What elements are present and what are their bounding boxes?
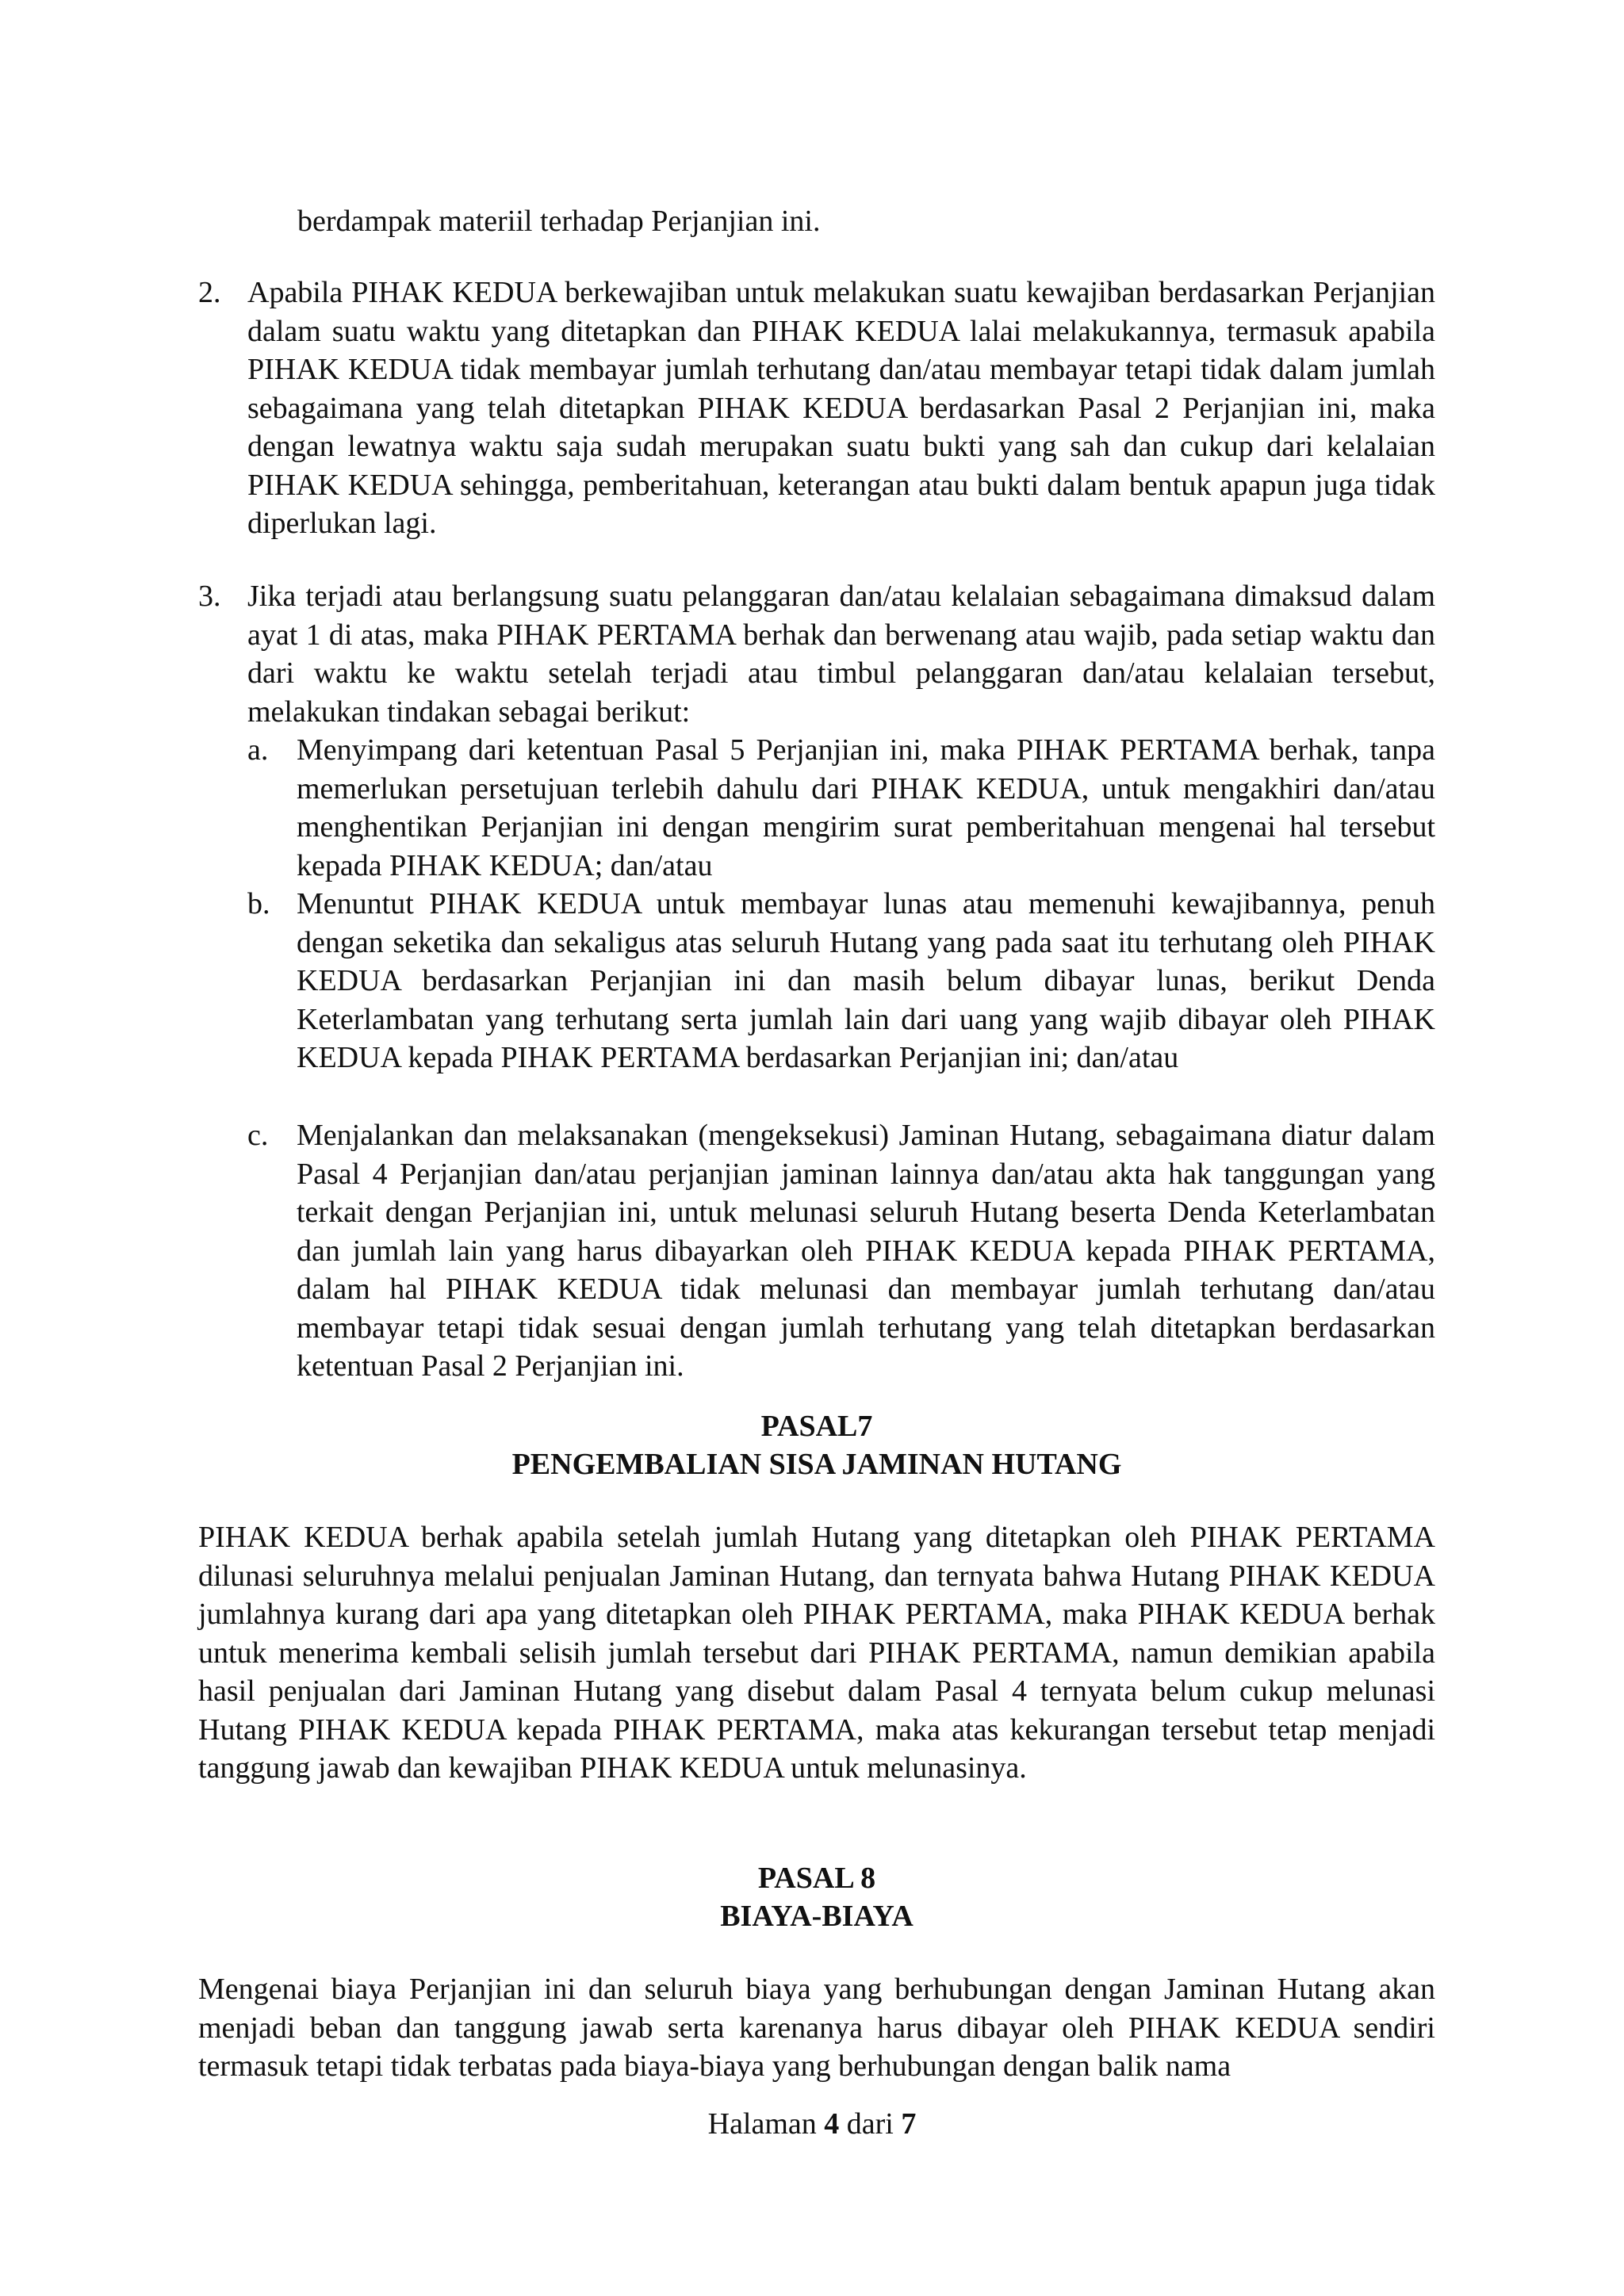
pasal-7-paragraph: PIHAK KEDUA berhak apabila setelah jumlah Hutang yang ditetapkan oleh PIHAK PERTAMA dilunasi seluruhnya melalui penjualan Jaminan Hutang, dan ternyata bahwa Hutang PIHAK KEDUA jumlahnya kurang dari apa yang ditetapkan oleh PIHAK PERTAMA, maka PIHAK KEDUA berhak untuk menerima kembali selisih jumlah tersebut dari PIHAK PERTAMA, namun demikian apabila hasil penjualan dari Jaminan Hutang yang disebut dalam Pasal 4 ternyata belum cukup melunasi Hutang PIHAK KEDUA kepada PIHAK PERTAMA, maka atas kekurangan tersebut tetap menjadi tanggung jawab dan kewajiban PIHAK KEDUA untuk melunasinya. <box>198 1521 1435 1785</box>
list-item-text: Apabila PIHAK KEDUA berkewajiban untuk melakukan suatu kewajiban berdasarkan Perjanjian dalam suatu waktu yang ditetapkan dan PIHAK KEDUA lalai melakukannya, termasuk apabila PIHAK KEDUA tidak membayar jumlah terhutang dan/atau membayar tetapi tidak dalam jumlah sebagaimana yang telah ditetapkan PIHAK KEDUA berdasarkan Pasal 2 Perjanjian ini, maka dengan lewatnya waktu saja sudah merupakan suatu bukti yang sah dan cukup dari kelalaian PIHAK KEDUA sehingga, pemberitahuan, keterangan atau bukti dalam bentuk apapun juga tidak diperlukan lagi. <box>247 276 1435 540</box>
list-item-number: 3. <box>198 580 221 613</box>
footer-current-page: 4 <box>824 2107 840 2141</box>
footer-middle: dari <box>846 2107 894 2141</box>
sub-item-text: Menuntut PIHAK KEDUA untuk membayar lunas atau memenuhi kewajibannya, penuh dengan seketika dan sekaligus atas seluruh Hutang yang pada saat itu terhutang oleh PIHAK KEDUA berdasarkan Perjanjian ini dan masih belum dibayar lunas, berikut Denda Keterlambatan yang terhutang serta jumlah lain dari uang yang wajib dibayar oleh PIHAK KEDUA kepada PIHAK PERTAMA berdasarkan Perjanjian ini; dan/atau <box>297 887 1435 1074</box>
pasal-7-number: PASAL7 <box>760 1410 873 1443</box>
list-item-text: Jika terjadi atau berlangsung suatu pelanggaran dan/atau kelalaian sebagaimana dimaksud dalam ayat 1 di atas, maka PIHAK PERTAMA berhak dan berwenang atau wajib, pada setiap waktu dan dari waktu ke waktu setelah terjadi atau timbul pelanggaran dan/atau kelalaian tersebut, melakukan tindakan sebagai berikut: <box>247 580 1435 729</box>
list-item-number: 2. <box>198 276 221 309</box>
footer-total-pages: 7 <box>901 2107 917 2141</box>
sub-item-letter: c. <box>247 1119 269 1152</box>
sub-item-text: Menyimpang dari ketentuan Pasal 5 Perjanjian ini, maka PIHAK PERTAMA berhak, tanpa memerlukan persetujuan terlebih dahulu dari PIHAK KEDUA, untuk mengakhiri dan/atau menghentikan Perjanjian ini dengan mengirim surat pemberitahuan mengenai hal tersebut kepada PIHAK KEDUA; dan/atau <box>297 733 1435 882</box>
pasal-7-title: PENGEMBALIAN SISA JAMINAN HUTANG <box>511 1448 1122 1481</box>
footer-prefix: Halaman <box>707 2107 817 2141</box>
pasal-8-number: PASAL 8 <box>757 1862 876 1895</box>
sub-item-letter: b. <box>247 887 270 920</box>
continuation-text: berdampak materiil terhadap Perjanjian ini. <box>297 205 821 238</box>
page-footer <box>0 2105 1624 2143</box>
sub-item-letter: a. <box>247 733 269 767</box>
pasal-8-title: BIAYA-BIAYA <box>720 1900 914 1933</box>
pasal-8-paragraph: Mengenai biaya Perjanjian ini dan seluruh biaya yang berhubungan dengan Jaminan Hutang akan menjadi beban dan tanggung jawab serta karenanya harus dibayar oleh PIHAK KEDUA sendiri termasuk tetapi tidak terbatas pada biaya-biaya yang berhubungan dengan balik nama <box>198 1973 1435 2083</box>
sub-item-text: Menjalankan dan melaksanakan (mengeksekusi) Jaminan Hutang, sebagaimana diatur dalam Pasal 4 Perjanjian dan/atau perjanjian jaminan lainnya dan/atau akta hak tanggungan yang terkait dengan Perjanjian ini, untuk melunasi seluruh Hutang beserta Denda Keterlambatan dan jumlah lain yang harus dibayarkan oleh PIHAK KEDUA kepada PIHAK PERTAMA, dalam hal PIHAK KEDUA tidak melunasi dan membayar jumlah terhutang dan/atau membayar tetapi tidak sesuai dengan jumlah terhutang yang telah ditetapkan berdasarkan ketentuan Pasal 2 Perjanjian ini. <box>297 1119 1435 1383</box>
